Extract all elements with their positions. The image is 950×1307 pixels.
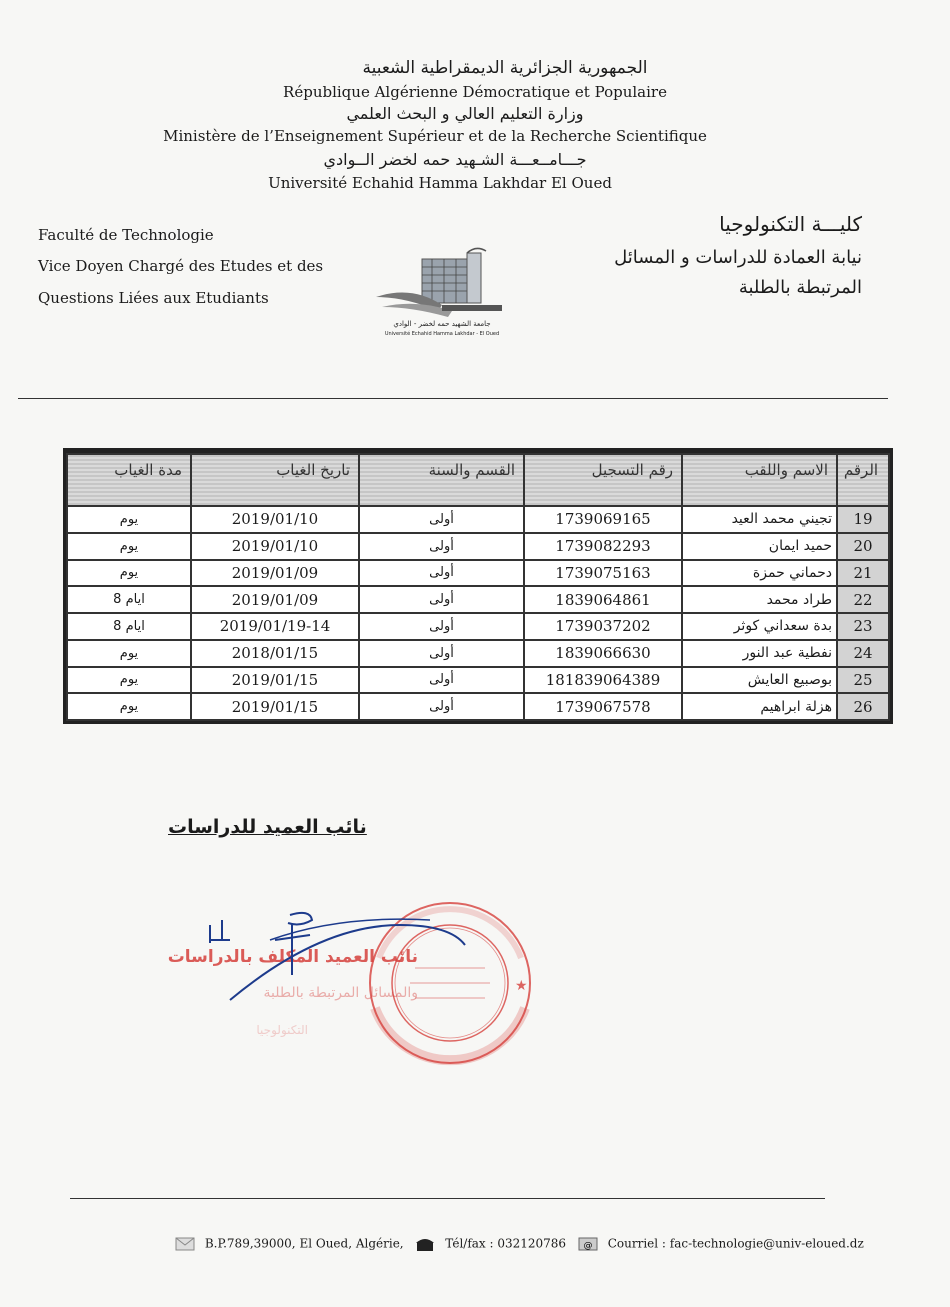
table-row xyxy=(67,506,889,533)
cell-registration: 1739069165 xyxy=(524,506,682,533)
stamp-line-2: والمسائل المرتبطة بالطلبة xyxy=(263,985,418,1001)
table-row xyxy=(67,613,889,640)
cell-num: 21 xyxy=(837,560,889,587)
cell-name: حميد ايمان xyxy=(682,533,837,560)
cell-registration: 181839064389 xyxy=(524,667,682,694)
table-row xyxy=(67,560,889,587)
cell-date: 2018/01/15 xyxy=(191,640,359,667)
republic-name-fr: République Algérienne Démocratique et Populaire xyxy=(283,83,667,101)
cell-num: 26 xyxy=(837,693,889,720)
stamp-line-3: التكنولوجيا xyxy=(256,1023,308,1037)
cell-num: 24 xyxy=(837,640,889,667)
cell-duration: يوم xyxy=(67,667,191,694)
cell-department: أولى xyxy=(359,667,524,694)
cell-duration: يوم xyxy=(67,693,191,720)
telephone-icon xyxy=(415,1237,435,1251)
faculty-name-fr: Faculté de Technologie xyxy=(38,226,214,244)
cell-name: طراد محمد xyxy=(682,586,837,613)
cell-num: 25 xyxy=(837,667,889,694)
cell-duration: يوم xyxy=(67,640,191,667)
vice-dean-fr-line1: Vice Doyen Chargé des Etudes et des xyxy=(38,257,324,275)
cell-department: أولى xyxy=(359,693,524,720)
cell-department: أولى xyxy=(359,533,524,560)
header-divider xyxy=(18,398,888,399)
footer-divider xyxy=(70,1198,825,1199)
cell-date: 2019/01/15 xyxy=(191,667,359,694)
col-header-registration: رقم التسجيل xyxy=(524,454,682,506)
vice-dean-ar-line2: المرتبطة بالطلبة xyxy=(738,277,862,298)
table-row xyxy=(67,667,889,694)
table-row xyxy=(67,693,889,720)
cell-registration: 1739082293 xyxy=(524,533,682,560)
col-header-date: تاريخ الغياب xyxy=(191,454,359,506)
cell-num: 19 xyxy=(837,506,889,533)
footer-contact xyxy=(175,1236,864,1251)
footer-address: B.P.789,39000, El Oued, Algérie, xyxy=(204,1236,404,1251)
cell-department: أولى xyxy=(359,613,524,640)
university-building-logo xyxy=(372,245,512,340)
cell-date: 2019/01/10 xyxy=(191,506,359,533)
cell-date: 2019/01/10 xyxy=(191,533,359,560)
cell-num: 22 xyxy=(837,586,889,613)
cell-name: نفطية عبد النور xyxy=(682,640,837,667)
cell-name: بوصبيع العايش xyxy=(682,667,837,694)
cell-department: أولى xyxy=(359,586,524,613)
cell-registration: 1739037202 xyxy=(524,613,682,640)
handwritten-signature xyxy=(200,905,500,1015)
svg-text:★: ★ xyxy=(515,978,528,994)
ministry-name-ar: وزارة التعليم العالي و البحث العلمي xyxy=(346,104,584,123)
cell-date: 2019/01/19-14 xyxy=(191,613,359,640)
vice-dean-ar-line1: نيابة العمادة للدراسات و المسائل xyxy=(614,247,862,268)
cell-date: 2019/01/09 xyxy=(191,560,359,587)
cell-name: بدة سعداني كوثر xyxy=(682,613,837,640)
table-header-row xyxy=(67,454,889,506)
cell-duration: ايام 8 xyxy=(67,586,191,613)
republic-name-ar: الجمهورية الجزائرية الديمقراطية الشعبية xyxy=(362,58,648,78)
logo-caption-fr: Université Echahid Hamma Lakhdar - El Oued xyxy=(384,331,500,337)
svg-text:@: @ xyxy=(583,1240,593,1251)
footer-phone: Tél/fax : 032120786 xyxy=(445,1236,567,1251)
cell-num: 23 xyxy=(837,613,889,640)
email-icon xyxy=(578,1237,598,1251)
cell-date: 2019/01/09 xyxy=(191,586,359,613)
cell-department: أولى xyxy=(359,506,524,533)
cell-registration: 1739067578 xyxy=(524,693,682,720)
cell-num: 20 xyxy=(837,533,889,560)
cell-duration: يوم xyxy=(67,533,191,560)
col-header-department: القسم والسنة xyxy=(359,454,524,506)
col-header-duration: مدة الغياب xyxy=(67,454,191,506)
absence-table xyxy=(63,448,893,724)
footer-email: Courriel : fac-technologie@univ-eloued.dz xyxy=(607,1236,864,1251)
envelope-icon xyxy=(175,1237,195,1251)
university-name-ar: جـــامــعـــة الشـهيد حمه لخضر الــوادي xyxy=(323,150,587,169)
university-name-fr: Université Echahid Hamma Lakhdar El Oued xyxy=(268,174,612,192)
faculty-name-ar: كليـــة التكنولوجيا xyxy=(719,212,862,236)
cell-duration: يوم xyxy=(67,560,191,587)
cell-registration: 1839064861 xyxy=(524,586,682,613)
signature-title: نائب العميد للدراسات xyxy=(168,816,367,838)
cell-name: دحماني حمزة xyxy=(682,560,837,587)
cell-date: 2019/01/15 xyxy=(191,693,359,720)
vice-dean-fr-line2: Questions Liées aux Etudiants xyxy=(38,289,269,307)
col-header-name: الاسم واللقب xyxy=(682,454,837,506)
cell-department: أولى xyxy=(359,560,524,587)
cell-registration: 1739075163 xyxy=(524,560,682,587)
table-row xyxy=(67,640,889,667)
stamp-line-1: نائب العميد المكلف بالدراسات xyxy=(167,947,418,967)
cell-duration: ايام 8 xyxy=(67,613,191,640)
cell-department: أولى xyxy=(359,640,524,667)
ministry-name-fr: Ministère de l’Enseignement Supérieur et de la Recherche Scientifique xyxy=(163,127,707,145)
cell-registration: 1839066630 xyxy=(524,640,682,667)
logo-caption-ar: جامعة الشهيد حمه لخضر - الوادي xyxy=(393,320,491,328)
cell-name: هزلة ابراهيم xyxy=(682,693,837,720)
cell-name: تجيني محمد العيد xyxy=(682,506,837,533)
table-row xyxy=(67,586,889,613)
col-header-num: الرقم xyxy=(837,454,889,506)
cell-duration: يوم xyxy=(67,506,191,533)
table-row xyxy=(67,533,889,560)
